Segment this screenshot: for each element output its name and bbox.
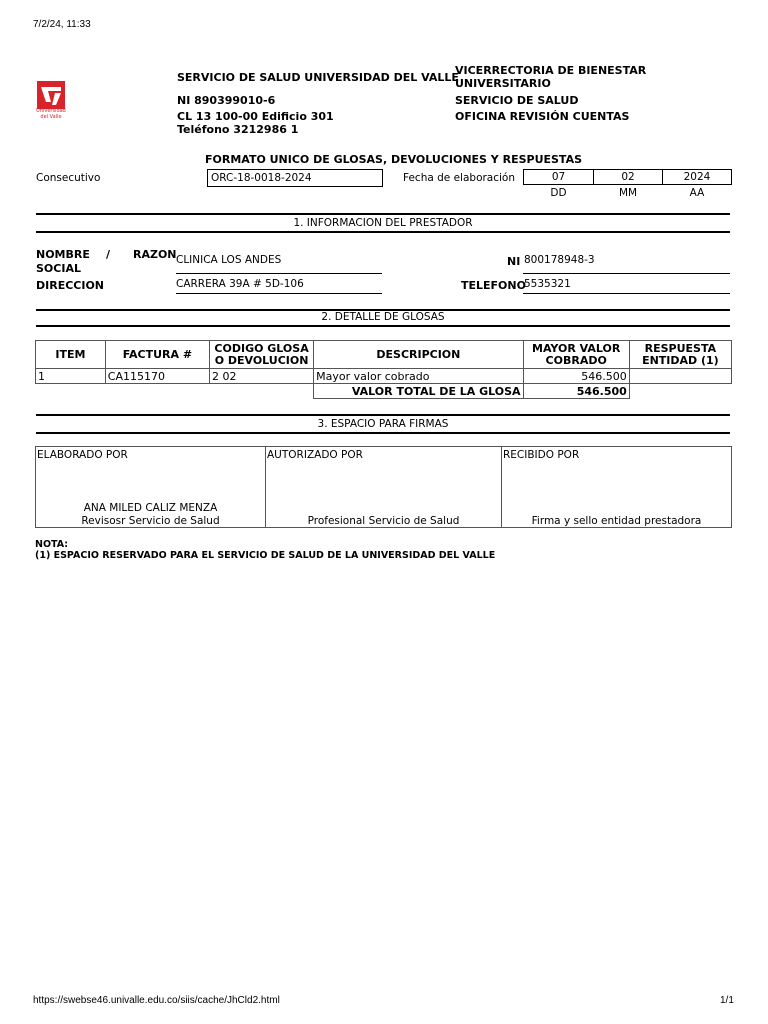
- recibido-label: RECIBIDO POR: [503, 449, 580, 461]
- elaborado-role: Revisosr Servicio de Salud: [81, 515, 220, 527]
- nombre-value: CLINICA LOS ANDES: [176, 254, 282, 266]
- total-label: VALOR TOTAL DE LA GLOSA: [314, 384, 523, 399]
- elaborado-label: ELABORADO POR: [37, 449, 128, 461]
- section2-bottom-rule: [36, 325, 730, 327]
- header-vicerrectoria: VICERRECTORIA DE BIENESTAR: [455, 64, 647, 77]
- logo-caption-1: Universidad: [36, 108, 66, 114]
- direccion-underline: [176, 293, 382, 294]
- nombre-label-slash: /: [106, 248, 111, 261]
- section3-title: 3. ESPACIO PARA FIRMAS: [317, 418, 449, 430]
- nombre-label-3: SOCIAL: [36, 262, 81, 275]
- col-factura: FACTURA #: [105, 341, 209, 369]
- col-respuesta: RESPUESTA ENTIDAD (1): [629, 341, 731, 369]
- glosas-table: [35, 340, 732, 399]
- section3-top-rule: [36, 414, 730, 416]
- autorizado-role: Profesional Servicio de Salud: [307, 515, 460, 527]
- consecutivo-label: Consecutivo: [36, 172, 101, 184]
- fecha-label: Fecha de elaboración: [403, 172, 516, 184]
- glosas-header-row: [36, 341, 732, 369]
- row-descripcion: Mayor valor cobrado: [314, 369, 523, 384]
- telefono-underline: [523, 293, 730, 294]
- nombre-underline: [176, 273, 382, 274]
- mm-label: MM: [618, 187, 638, 199]
- dd-label: DD: [550, 187, 567, 199]
- telefono-label: TELEFONO: [461, 279, 526, 292]
- logo-caption-2: del Valle: [40, 114, 62, 120]
- section3-bottom-rule: [36, 432, 730, 434]
- nota-text: (1) ESPACIO RESERVADO PARA EL SERVICIO DE SALUD DE LA UNIVERSIDAD DEL VALLE: [35, 550, 496, 561]
- print-url[interactable]: https://swebse46.univalle.edu.co/siis/cache/JhCld2.html: [33, 995, 280, 1006]
- recibido-box: [501, 446, 732, 528]
- header-phone: Teléfono 3212986 1: [177, 123, 299, 136]
- row-respuesta: [629, 369, 731, 384]
- total-row: [36, 384, 732, 399]
- header-servicio: SERVICIO DE SALUD: [455, 94, 579, 107]
- form-title: FORMATO UNICO DE GLOSAS, DEVOLUCIONES Y RESPUESTAS: [205, 153, 583, 166]
- print-pagination: 1/1: [720, 995, 734, 1006]
- consecutivo-value: ORC-18-0018-2024: [207, 169, 383, 187]
- section1-top-rule: [36, 213, 730, 215]
- header-address: CL 13 100-00 Edificio 301: [177, 110, 334, 123]
- direccion-value: CARRERA 39A # 5D-106: [176, 278, 304, 290]
- row-item: 1: [36, 369, 106, 384]
- header-ni: NI 890399010-6: [177, 94, 276, 107]
- nombre-label-1: NOMBRE: [36, 248, 90, 261]
- header-universitario: UNIVERSITARIO: [455, 77, 551, 90]
- autorizado-label: AUTORIZADO POR: [267, 449, 363, 461]
- direccion-label: DIRECCION: [36, 279, 105, 292]
- fecha-month: 02: [593, 169, 663, 185]
- print-timestamp: 7/2/24, 11:33: [33, 19, 91, 30]
- header-oficina: OFICINA REVISIÓN CUENTAS: [455, 110, 630, 123]
- ni-label: NI: [507, 255, 521, 268]
- univalle-logo: [36, 80, 66, 110]
- ni-value: 800178948-3: [524, 254, 595, 266]
- elaborado-box: [35, 446, 266, 528]
- fecha-year: 2024: [662, 169, 732, 185]
- col-descripcion: DESCRIPCION: [314, 341, 523, 369]
- row-mayor-valor: 546.500: [523, 369, 629, 384]
- section1-title: 1. INFORMACION DEL PRESTADOR: [293, 217, 473, 229]
- univalle-logo-icon: [36, 80, 66, 110]
- header-org: SERVICIO DE SALUD UNIVERSIDAD DEL VALLE: [177, 71, 459, 84]
- logo-caption: [35, 108, 67, 120]
- ni-underline: [523, 273, 730, 274]
- telefono-value: 5535321: [524, 278, 571, 290]
- autorizado-box: [265, 446, 502, 528]
- col-codigo: CODIGO GLOSA O DEVOLUCION: [209, 341, 313, 369]
- table-row: [36, 369, 732, 384]
- fecha-day: 07: [523, 169, 594, 185]
- col-item: ITEM: [36, 341, 106, 369]
- nota-label: NOTA:: [35, 539, 69, 550]
- aa-label: AA: [689, 187, 705, 199]
- row-codigo: 2 02: [209, 369, 313, 384]
- elaborado-name: ANA MILED CALIZ MENZA: [83, 502, 218, 514]
- section1-bottom-rule: [36, 231, 730, 233]
- nombre-label-2: RAZON: [133, 248, 177, 261]
- recibido-role: Firma y sello entidad prestadora: [531, 515, 702, 527]
- total-value: 546.500: [523, 384, 629, 399]
- col-mayor-valor: MAYOR VALOR COBRADO: [523, 341, 629, 369]
- section2-title: 2. DETALLE DE GLOSAS: [321, 311, 445, 323]
- row-factura: CA115170: [105, 369, 209, 384]
